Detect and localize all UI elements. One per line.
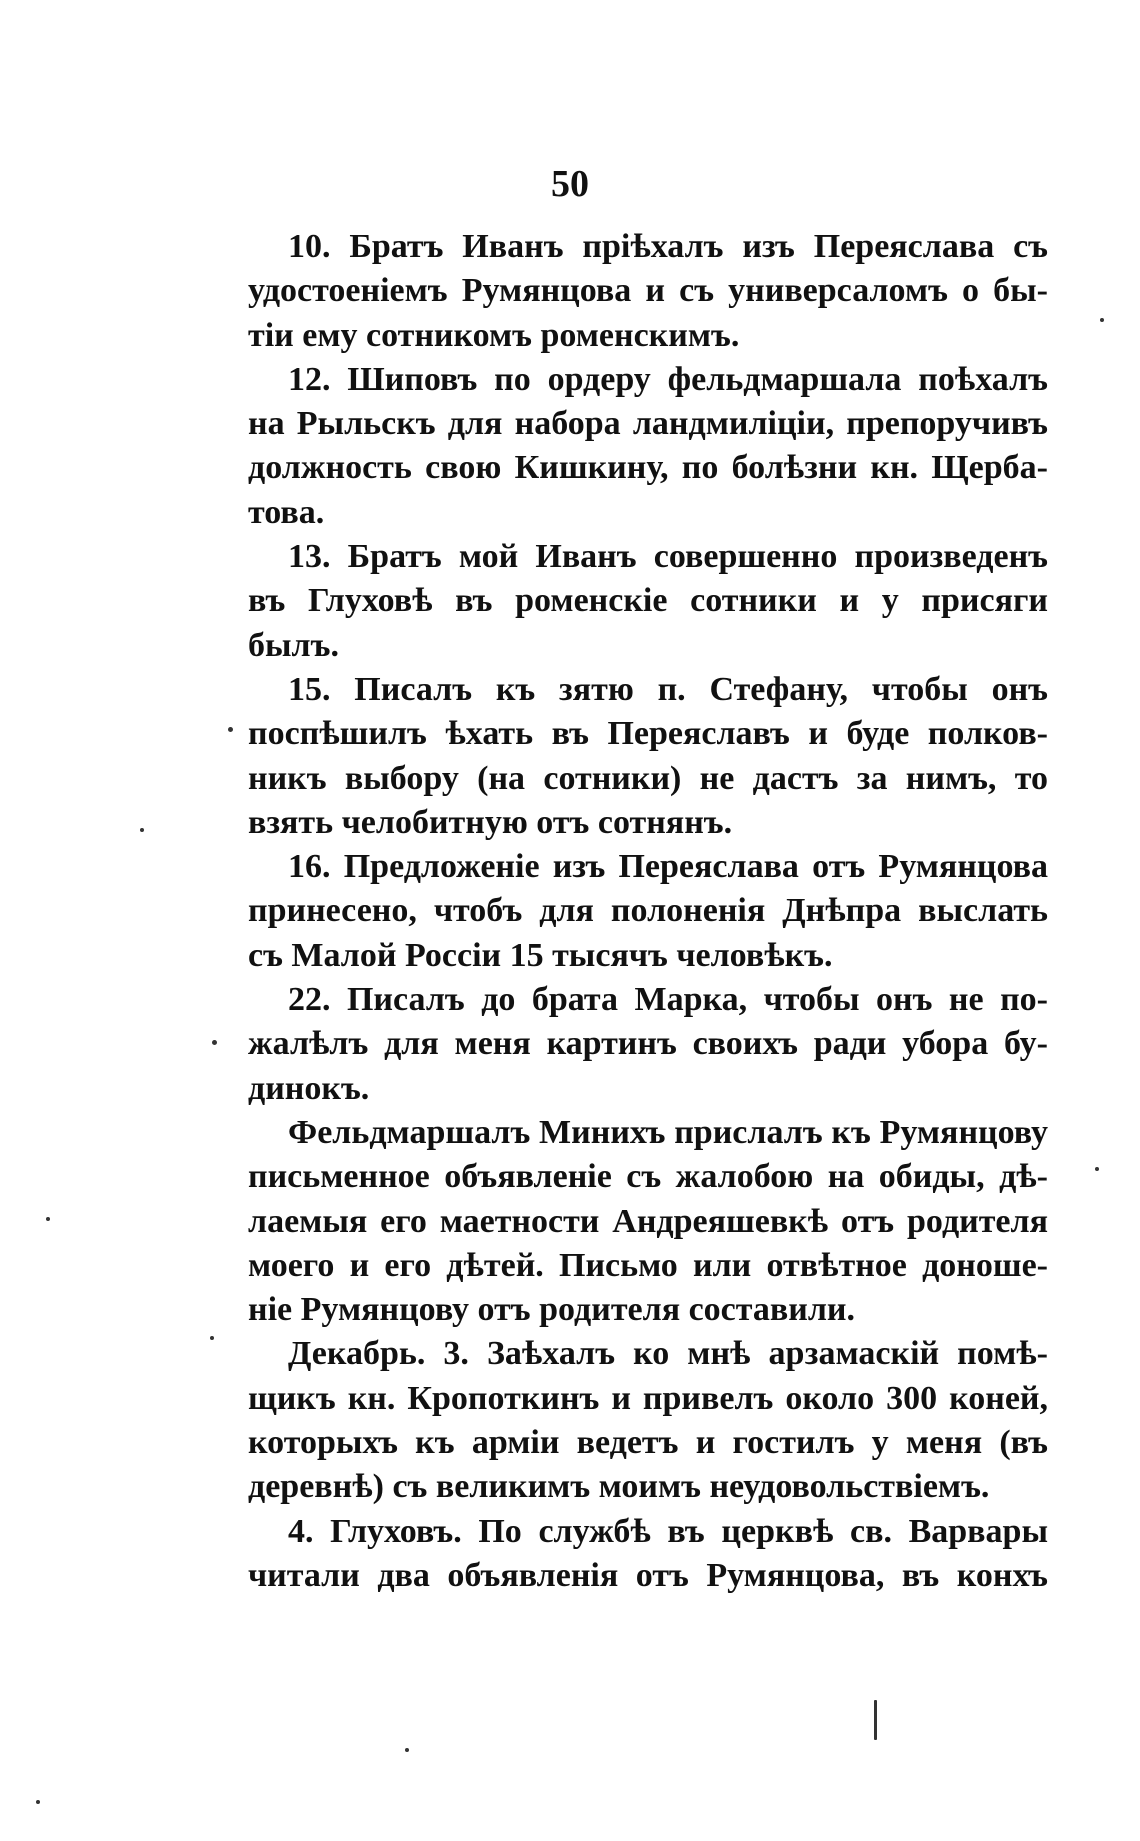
page-number: 50 [551, 163, 589, 205]
entry-12 [248, 358, 1048, 535]
text-line: тіи ему сотникомъ роменскимъ. [248, 316, 740, 354]
text-line: въ Глуховѣ въ роменскіе сотники и у присяги [248, 582, 1048, 620]
text-line: никъ выбору (на сотники) не дастъ за нимъ, то [248, 759, 1048, 797]
entry-4-glukhov [248, 1510, 1048, 1599]
text-line: 13. Братъ мой Иванъ совершенно произведенъ [288, 538, 1048, 576]
scan-speck [140, 828, 144, 832]
entry-16 [248, 845, 1048, 978]
text-line: това. [248, 493, 325, 531]
text-line: лаемыя его маетности Андреяшевкѣ отъ родителя [248, 1202, 1048, 1240]
text-line: жалѣлъ для меня картинъ своихъ ради убора бу- [248, 1025, 1048, 1063]
text-line: 10. Братъ Иванъ пріѣхалъ изъ Переяслава съ [288, 228, 1048, 265]
text-line: щикъ кн. Кропоткинъ и привелъ около 300 коней, [248, 1379, 1048, 1417]
text-line: принесено, чтобъ для полоненія Днѣпра выслать [248, 892, 1048, 930]
text-line: письменное объявленіе съ жалобою на обиды, дѣ- [248, 1158, 1048, 1196]
scan-speck [228, 727, 233, 732]
scan-speck [1095, 1167, 1099, 1171]
entry-15 [248, 668, 1048, 845]
scan-speck [46, 1217, 50, 1221]
text-line: на Рыльскъ для набора ландмиліціи, препоручивъ [248, 405, 1048, 443]
entry-22 [248, 978, 1048, 1111]
text-line: взять челобитную отъ сотнянъ. [248, 803, 733, 841]
text-line: Декабрь. 3. Заѣхалъ ко мнѣ арзамаскій помѣ- [288, 1335, 1048, 1373]
text-line: деревнѣ) съ великимъ моимъ неудовольствіемъ. [248, 1468, 990, 1506]
text-line: 12. Шиповъ по ордеру фельдмаршала поѣхалъ [288, 360, 1048, 398]
text-line: 22. Писалъ до брата Марка, чтобы онъ не по- [288, 981, 1048, 1019]
text-line: удостоеніемъ Румянцова и съ универсаломъ о бы- [248, 272, 1048, 310]
text-line: которыхъ къ арміи ведетъ и гостилъ у меня (въ [248, 1424, 1048, 1462]
scan-speck [210, 1336, 214, 1340]
text-line: читали два объявленія отъ Румянцова, въ конхъ [248, 1556, 1048, 1594]
text-line: Фельдмаршалъ Минихъ прислалъ къ Румянцову [288, 1113, 1048, 1151]
body-text [248, 225, 1048, 1598]
scan-speck [1100, 318, 1104, 322]
text-line: поспѣшилъ ѣхать въ Переяславъ и буде полков- [248, 715, 1048, 753]
text-line: съ Малой Россіи 15 тысячъ человѣкъ. [248, 936, 833, 974]
text-line: 15. Писалъ къ зятю п. Стефану, чтобы онъ [288, 670, 1048, 708]
text-line: ніе Румянцову отъ родителя составили. [248, 1291, 856, 1329]
entry-minikh [248, 1111, 1048, 1332]
text-line: должность свою Кишкину, по болѣзни кн. Щерба- [248, 449, 1048, 487]
entry-10 [248, 225, 1048, 358]
text-line: динокъ. [248, 1069, 370, 1107]
entry-december-3 [248, 1332, 1048, 1509]
text-line: 16. Предложеніе изъ Переяслава отъ Румянцова [288, 848, 1048, 886]
text-line: 4. Глуховъ. По службѣ въ церквѣ св. Варвары [288, 1512, 1048, 1550]
scan-speck [36, 1800, 40, 1804]
text-line: былъ. [248, 626, 339, 664]
scan-speck [405, 1748, 409, 1752]
scan-speck [212, 1040, 217, 1045]
text-line: моего и его дѣтей. Письмо или отвѣтное доноше- [248, 1246, 1048, 1284]
scan-speck [874, 1700, 877, 1740]
entry-13 [248, 535, 1048, 668]
